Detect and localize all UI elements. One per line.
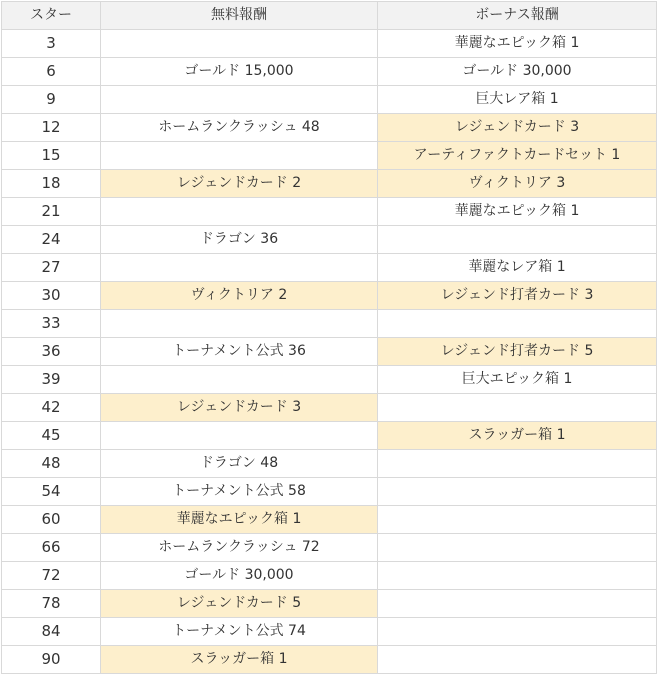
- table-row: [2, 534, 657, 562]
- free-reward-cell: [101, 198, 378, 226]
- free-reward-cell: トーナメント公式 74: [101, 618, 378, 646]
- star-cell: 27: [2, 254, 101, 282]
- free-reward-cell: [101, 310, 378, 338]
- table-row: [2, 198, 657, 226]
- star-cell: 39: [2, 366, 101, 394]
- table-row: [2, 58, 657, 86]
- bonus-reward-cell: [378, 478, 657, 506]
- header-star: スター: [2, 2, 101, 30]
- free-reward-cell: トーナメント公式 36: [101, 338, 378, 366]
- header-free-reward: 無料報酬: [101, 2, 378, 30]
- table-row: [2, 394, 657, 422]
- table-row: [2, 30, 657, 58]
- free-reward-cell: ドラゴン 48: [101, 450, 378, 478]
- table-row: [2, 590, 657, 618]
- bonus-reward-cell: ゴールド 30,000: [378, 58, 657, 86]
- table-row: [2, 422, 657, 450]
- bonus-reward-cell: レジェンド打者カード 3: [378, 282, 657, 310]
- bonus-reward-cell: レジェンドカード 3: [378, 114, 657, 142]
- table-row: [2, 646, 657, 674]
- bonus-reward-cell: ヴィクトリア 3: [378, 170, 657, 198]
- table-row: [2, 170, 657, 198]
- table-row: [2, 142, 657, 170]
- bonus-reward-cell: スラッガー箱 1: [378, 422, 657, 450]
- free-reward-cell: [101, 366, 378, 394]
- star-cell: 36: [2, 338, 101, 366]
- bonus-reward-cell: [378, 450, 657, 478]
- free-reward-cell: [101, 254, 378, 282]
- table-row: [2, 478, 657, 506]
- free-reward-cell: 華麗なエピック箱 1: [101, 506, 378, 534]
- free-reward-cell: ゴールド 30,000: [101, 562, 378, 590]
- table-row: [2, 366, 657, 394]
- bonus-reward-cell: 華麗なレア箱 1: [378, 254, 657, 282]
- rewards-table: [1, 1, 657, 674]
- star-cell: 18: [2, 170, 101, 198]
- table-row: [2, 254, 657, 282]
- bonus-reward-cell: [378, 506, 657, 534]
- star-cell: 45: [2, 422, 101, 450]
- free-reward-cell: レジェンドカード 2: [101, 170, 378, 198]
- free-reward-cell: [101, 422, 378, 450]
- star-cell: 66: [2, 534, 101, 562]
- star-cell: 12: [2, 114, 101, 142]
- star-cell: 90: [2, 646, 101, 674]
- star-cell: 78: [2, 590, 101, 618]
- header-bonus-reward: ボーナス報酬: [378, 2, 657, 30]
- bonus-reward-cell: [378, 646, 657, 674]
- table-row: [2, 310, 657, 338]
- table-row: [2, 618, 657, 646]
- table-row: [2, 450, 657, 478]
- bonus-reward-cell: [378, 226, 657, 254]
- star-cell: 42: [2, 394, 101, 422]
- star-cell: 6: [2, 58, 101, 86]
- free-reward-cell: [101, 86, 378, 114]
- table-row: [2, 114, 657, 142]
- bonus-reward-cell: [378, 394, 657, 422]
- star-cell: 60: [2, 506, 101, 534]
- bonus-reward-cell: 巨大エピック箱 1: [378, 366, 657, 394]
- free-reward-cell: ドラゴン 36: [101, 226, 378, 254]
- star-cell: 54: [2, 478, 101, 506]
- table-row: [2, 506, 657, 534]
- free-reward-cell: ホームランクラッシュ 72: [101, 534, 378, 562]
- star-cell: 48: [2, 450, 101, 478]
- bonus-reward-cell: [378, 590, 657, 618]
- star-cell: 72: [2, 562, 101, 590]
- table-row: [2, 338, 657, 366]
- bonus-reward-cell: レジェンド打者カード 5: [378, 338, 657, 366]
- star-cell: 30: [2, 282, 101, 310]
- free-reward-cell: スラッガー箱 1: [101, 646, 378, 674]
- table-row: [2, 86, 657, 114]
- free-reward-cell: ヴィクトリア 2: [101, 282, 378, 310]
- free-reward-cell: レジェンドカード 3: [101, 394, 378, 422]
- bonus-reward-cell: [378, 310, 657, 338]
- bonus-reward-cell: [378, 534, 657, 562]
- header-row: [2, 2, 657, 30]
- free-reward-cell: [101, 142, 378, 170]
- bonus-reward-cell: [378, 562, 657, 590]
- table-row: [2, 226, 657, 254]
- star-cell: 3: [2, 30, 101, 58]
- free-reward-cell: レジェンドカード 5: [101, 590, 378, 618]
- bonus-reward-cell: 華麗なエピック箱 1: [378, 30, 657, 58]
- bonus-reward-cell: [378, 618, 657, 646]
- free-reward-cell: ホームランクラッシュ 48: [101, 114, 378, 142]
- free-reward-cell: ゴールド 15,000: [101, 58, 378, 86]
- star-cell: 33: [2, 310, 101, 338]
- star-cell: 9: [2, 86, 101, 114]
- bonus-reward-cell: 華麗なエピック箱 1: [378, 198, 657, 226]
- free-reward-cell: [101, 30, 378, 58]
- star-cell: 21: [2, 198, 101, 226]
- bonus-reward-cell: 巨大レア箱 1: [378, 86, 657, 114]
- star-cell: 15: [2, 142, 101, 170]
- table-row: [2, 562, 657, 590]
- bonus-reward-cell: アーティファクトカードセット 1: [378, 142, 657, 170]
- free-reward-cell: トーナメント公式 58: [101, 478, 378, 506]
- star-cell: 24: [2, 226, 101, 254]
- star-cell: 84: [2, 618, 101, 646]
- table-row: [2, 282, 657, 310]
